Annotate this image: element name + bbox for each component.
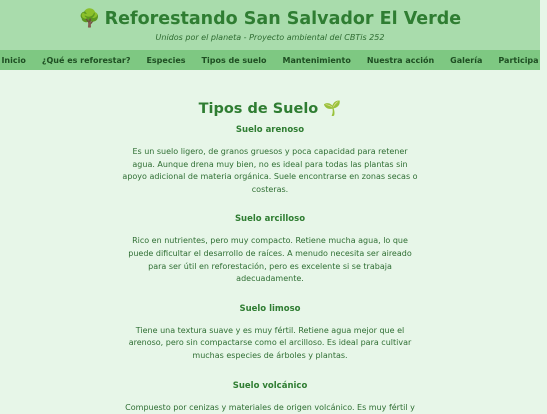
seedling-icon: 🌱 — [323, 101, 342, 117]
soil-section-arcilloso — [120, 213, 420, 285]
section-title: Suelo arcilloso — [234, 214, 306, 225]
page-title — [0, 100, 540, 118]
site-title-text: Reforestando San Salvador El Verde — [104, 9, 462, 29]
section-text: Rico en nutrientes, pero muy compacto. Retiene mucha agua, lo que puede dificultar el desarrollo de raíces. A menudo necesita ser aireado para ser útil en reforestación, pero es excelente si se trabaja adecuadamente. — [128, 236, 412, 284]
section-text: Tiene una textura suave y es muy fértil. Retiene agua mejor que el arenoso, pero sin compactarse como el arcilloso. Es ideal para cultivar muchas especies de árboles y plantas. — [128, 325, 412, 360]
site-subtitle: Unidos por el planeta - Proyecto ambiental del CBTis 252 — [155, 33, 385, 42]
nav-item-galeria[interactable]: Galería — [450, 55, 483, 65]
section-text: Compuesto por cenizas y materiales de origen volcánico. Es muy fértil y — [125, 402, 415, 412]
main-nav — [0, 50, 540, 70]
nav-item-inicio[interactable]: Inicio — [1, 55, 26, 65]
soil-section-limoso — [120, 303, 420, 363]
site-header — [0, 0, 540, 50]
section-title: Suelo arenoso — [235, 125, 305, 135]
section-title: Suelo volcánico — [232, 380, 308, 391]
nav-item-que-es-reforestar[interactable]: ¿Qué es reforestar? — [41, 55, 131, 65]
main-content — [0, 70, 540, 414]
nav-item-mantenimiento[interactable]: Mantenimiento — [282, 55, 351, 65]
soil-section-arenoso — [120, 124, 420, 196]
site-title — [0, 8, 540, 30]
soil-section-volcanico — [120, 380, 420, 414]
section-title: Suelo limoso — [239, 303, 301, 314]
section-text: Es un suelo ligero, de granos gruesos y poca capacidad para retener agua. Aunque drena muy bien, no es ideal para todas las plantas sin apoyo adicional de materia orgánica. Suele encontrarse en zonas secas o costeras. — [122, 147, 418, 194]
tree-icon: 🌳 — [78, 9, 101, 29]
page-title-text: Tipos de Suelo — [198, 101, 319, 117]
nav-item-tipos-de-suelo[interactable]: Tipos de suelo — [201, 55, 267, 65]
nav-item-participa[interactable]: Participa — [498, 55, 539, 65]
nav-item-nuestra-accion[interactable]: Nuestra acción — [366, 55, 435, 65]
nav-item-especies[interactable]: Especies — [146, 55, 186, 65]
